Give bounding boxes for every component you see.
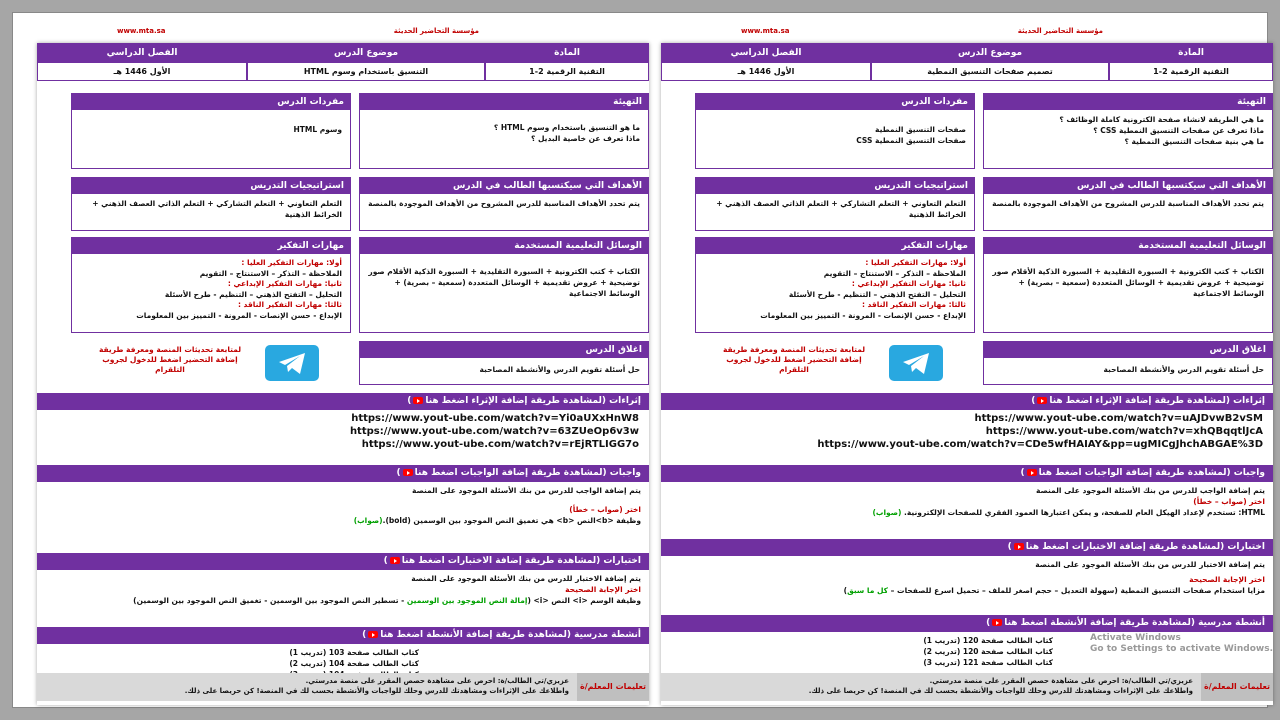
subject-cell	[1109, 43, 1273, 81]
goals-title: الأهداف التي سيكتسبها الطالب في الدرس	[360, 178, 648, 194]
intro-box	[983, 93, 1273, 169]
org-name: مؤسسة التحاضير الحديثة	[1017, 27, 1103, 35]
subject-value: التقنية الرقمية 2-1	[1153, 67, 1229, 76]
homework-title[interactable]: واجبات (لمشاهدة طريقة إضافة الواجبات اضغط هنا)	[661, 465, 1273, 482]
goals-box	[983, 177, 1273, 231]
semester-cell	[661, 43, 871, 81]
thinking-text: الإبداع - حسن الإنصات - المرونة - التمييز بين المعلومات	[760, 310, 966, 320]
exercise-item: كتاب الطالب صفحة 120 (تدريب 2)	[923, 647, 1053, 656]
aids-box	[983, 237, 1273, 333]
document-frame	[12, 12, 1273, 708]
enrichment-link[interactable]: https://www.yout-ube.com/watch?v=rEjRTLIGG7o	[361, 439, 639, 450]
tests-title[interactable]: اختبارات (لمشاهدة طريقة إضافة الاختبارات اضغط هنا)	[37, 553, 649, 570]
closing-box	[359, 341, 649, 385]
tests-answer: إمالة النص الموجود بين الوسمين	[406, 596, 528, 605]
homework-answer: (صواب)	[872, 508, 902, 517]
tests-question-rest: - تسطير النص الموجود بين الوسمين - تغميق النص الموجود بين الوسمين)	[133, 596, 405, 605]
tests-section: اختبارات (لمشاهدة طريقة إضافة الاختبارات اضغط هنا) يتم إضافة الاختبار للدرس من بنك الأسئلة الموجود على المنصة اختر الإجابة الصحيحة مزايا استخدام صفحات التنسيق النمطية (سهولة التعديل – حجم اصغر للملف – تحميل اسرع للصفحات – كل ما سبق)	[661, 539, 1273, 599]
org-name: مؤسسة التحاضير الحديثة	[393, 27, 479, 35]
thinking-heading: ثانيا: مهارات التفكير الإبداعي :	[227, 279, 342, 288]
teacher-note: عزيزي/تي الطالب/ة: احرص على مشاهدة حصص المقرر على منصة مدرستي.	[305, 677, 569, 685]
strategies-box	[71, 177, 351, 231]
aids-text: الكتاب + كتب الكترونية + السبورة التقليدية + السبورة الذكية الأقلام صور توضيحية + عروض تقديمية + الوسائل المتعددة (سمعية – بصرية) + الوسائط الاجتماعية	[992, 267, 1264, 298]
semester-cell	[37, 43, 247, 81]
teacher-notes	[661, 673, 1273, 701]
homework-answer: (صواب)	[353, 516, 383, 525]
teacher-note: واطلاعك على الإثراءات ومشاهدتك للدرس وحلك للواجبات والأنشطة بحسب لك في المنصة! كن حريصا على ذلك.	[808, 687, 1193, 695]
thinking-text: الملاحظة – التذكر – الاستنتاج – التقويم	[823, 268, 966, 278]
thinking-box	[71, 237, 351, 333]
tests-text: يتم إضافة الاختبار للدرس من بنك الأسئلة الموجود على المنصة	[411, 574, 641, 583]
enrichment-link[interactable]: https://www.yout-ube.com/watch?v=Yi0aUXxHnW8	[351, 413, 639, 424]
enrichment-link[interactable]: https://www.yout-ube.com/watch?v=xhQBqqtlJcA	[985, 426, 1263, 437]
topic-label: موضوع الدرس	[872, 44, 1108, 63]
youtube-icon[interactable]	[368, 631, 378, 638]
thinking-heading: أولا: مهارات التفكير العليا :	[241, 258, 342, 267]
intro-title: التهيئة	[360, 94, 648, 110]
exercise-item: كتاب الطالب صفحة 121 (تدريب 3)	[923, 658, 1053, 667]
page-topline	[661, 27, 1273, 39]
thinking-text: الملاحظة – التذكر – الاستنتاج – التقويم	[199, 268, 342, 278]
teacher-note: عزيزي/تي الطالب/ة: احرص على مشاهدة حصص المقرر على منصة مدرستي.	[929, 677, 1193, 685]
semester-value: الأول 1446 هـ	[737, 67, 795, 76]
homework-question: وظيفة <b>النص <b> هي تغميق النص الموجود بين الوسمين (bold).	[382, 516, 641, 525]
strategies-text: التعلم التعاوني + التعلم التشاركي + التعلم الذاتي العصف الذهني + الخرائط الذهنية	[716, 199, 966, 219]
intro-line: ماذا تعرف عن خاصية البديل ؟	[531, 134, 640, 143]
activities-title[interactable]: أنشطة مدرسية (لمشاهدة طريقة إضافة الأنشطة اضغط هنا)	[661, 615, 1273, 632]
tests-answer: كل ما سبق	[847, 586, 889, 595]
goals-text: يتم تحدد الأهداف المناسبة للدرس المشروح من الأهداف الموجودة بالمنصة	[368, 199, 640, 208]
teacher-notes-label: تعليمات المعلم/ة	[1201, 673, 1273, 701]
topic-value: التنسيق باستخدام وسوم HTML	[303, 67, 429, 76]
thinking-heading: ثالثا: مهارات التفكير الناقد :	[237, 300, 342, 309]
tests-question: مزايا استخدام صفحات التنسيق النمطية (سهولة التعديل – حجم اصغر للملف – تحميل اسرع للصفحات –	[890, 586, 1265, 595]
site-url[interactable]: www.mta.sa	[117, 27, 166, 35]
enrichment-section	[37, 393, 649, 453]
subject-label: المادة	[1110, 44, 1272, 63]
intro-line: ما هو التنسيق باستخدام وسوم HTML ؟	[493, 123, 640, 132]
topic-cell	[871, 43, 1109, 81]
true-false-label: اختر (صواب – خطأ)	[569, 505, 641, 514]
aids-box	[359, 237, 649, 333]
lesson-page-right	[661, 27, 1273, 705]
aids-title: الوسائل التعليمية المستخدمة	[984, 238, 1272, 254]
thinking-heading: أولا: مهارات التفكير العليا :	[865, 258, 966, 267]
closing-text: حل أسئلة تقويم الدرس والأنشطة المصاحبة	[479, 365, 640, 374]
homework-text: يتم إضافة الواجب للدرس من بنك الأسئلة الموجود على المنصة	[412, 486, 641, 495]
homework-section	[661, 465, 1273, 521]
site-url[interactable]: www.mta.sa	[741, 27, 790, 35]
closing-title: اغلاق الدرس	[360, 342, 648, 358]
strategies-title: استراتيجيات التدريس	[72, 178, 350, 194]
enrichment-title[interactable]: إثراءات (لمشاهدة طريقة إضافة الإثراء اضغط هنا)	[661, 393, 1273, 410]
subject-cell	[485, 43, 649, 81]
intro-line: ما هي الطريقة لانشاء صفحة الكترونية كاملة الوظائف ؟	[1059, 115, 1264, 124]
strategies-box	[695, 177, 975, 231]
topic-cell	[247, 43, 485, 81]
closing-text: حل أسئلة تقويم الدرس والأنشطة المصاحبة	[1103, 365, 1264, 374]
vocab-title: مفردات الدرس	[72, 94, 350, 110]
intro-box	[359, 93, 649, 169]
strategies-title: استراتيجيات التدريس	[696, 178, 974, 194]
homework-question: HTML: تستخدم لإعداد الهيكل العام للصفحة، و يمكن اعتبارها العمود الفقري للصفحات الإلكترونية.	[904, 508, 1265, 517]
closing-box	[983, 341, 1273, 385]
youtube-icon[interactable]	[1027, 469, 1037, 476]
true-false-label: اختر (صواب – خطأ)	[1193, 497, 1265, 506]
telegram-promo[interactable]: لمتابعة تحديثات المنصة ومعرفة طريقة إضافة التحضير اضغط للدخول لجروب التلقرام	[98, 345, 242, 374]
thinking-heading: ثانيا: مهارات التفكير الإبداعي :	[851, 279, 966, 288]
closing-title: اغلاق الدرس	[984, 342, 1272, 358]
telegram-promo[interactable]: لمتابعة تحديثات المنصة ومعرفة طريقة إضافة التحضير اضغط للدخول لجروب التلقرام	[722, 345, 866, 374]
intro-line: ماذا تعرف عن صفحات التنسيق النمطية CSS ؟	[1093, 126, 1264, 135]
youtube-icon[interactable]	[1037, 397, 1047, 404]
homework-text: يتم إضافة الواجب للدرس من بنك الأسئلة الموجود على المنصة	[1036, 486, 1265, 495]
subject-value: التقنية الرقمية 2-1	[529, 67, 605, 76]
lesson-page-left	[37, 27, 649, 705]
lesson-header	[661, 43, 1273, 81]
strategies-text: التعلم التعاوني + التعلم التشاركي + التعلم الذاتي العصف الذهني + الخرائط الذهنية	[92, 199, 342, 219]
vocab-item: صفحات التنسيق النمطية	[875, 125, 966, 134]
vocab-box	[71, 93, 351, 169]
teacher-note: واطلاعك على الإثراءات ومشاهدتك للدرس وحلك للواجبات والأنشطة بحسب لك في المنصة! كن حريصا على ذلك.	[184, 687, 569, 695]
enrichment-link[interactable]: https://www.yout-ube.com/watch?v=CDe5wfHAIAY&pp=ugMICgJhchABGAE%3D	[817, 439, 1263, 450]
exercise-item: كتاب الطالب صفحة 103 (تدريب 1)	[289, 648, 419, 657]
intro-line: ما هي بنية صفحات التنسيق النمطية ؟	[1124, 137, 1264, 146]
enrichment-link[interactable]: https://www.yout-ube.com/watch?v=uAJDvwB2vSM	[974, 413, 1263, 424]
goals-text: يتم تحدد الأهداف المناسبة للدرس المشروح من الأهداف الموجودة بالمنصة	[992, 199, 1264, 208]
intro-title: التهيئة	[984, 94, 1272, 110]
youtube-icon[interactable]	[992, 619, 1002, 626]
semester-label: الفصل الدراسي	[662, 44, 870, 63]
tests-title[interactable]: اختبارات (لمشاهدة طريقة إضافة الاختبارات اضغط هنا)	[661, 539, 1273, 556]
enrichment-section	[661, 393, 1273, 453]
aids-text: الكتاب + كتب الكترونية + السبورة التقليدية + السبورة الذكية الأقلام صور توضيحية + عروض تقديمية + الوسائل المتعددة (سمعية – بصرية) + الوسائط الاجتماعية	[368, 267, 640, 298]
activities-title[interactable]: أنشطة مدرسية (لمشاهدة طريقة إضافة الأنشطة اضغط هنا)	[37, 627, 649, 644]
exercise-item: كتاب الطالب صفحة 104 (تدريب 2)	[289, 659, 419, 668]
enrichment-link[interactable]: https://www.yout-ube.com/watch?v=63ZUeOp6v3w	[349, 426, 639, 437]
youtube-icon[interactable]	[413, 397, 423, 404]
thinking-title: مهارات التفكير	[72, 238, 350, 254]
homework-section	[37, 465, 649, 529]
correct-answer-label: اختر الإجابة الصحيحة	[565, 585, 641, 594]
activate-windows-watermark: Activate Windows Go to Settings to activate Windows.	[1090, 633, 1273, 654]
telegram-icon[interactable]	[889, 345, 943, 381]
vocab-box	[695, 93, 975, 169]
aids-title: الوسائل التعليمية المستخدمة	[360, 238, 648, 254]
topic-value: تصميم صفحات التنسيق النمطية	[927, 67, 1053, 76]
correct-answer-label: اختر الإجابة الصحيحة	[1189, 575, 1265, 584]
vocab-item: صفحات التنسيق النمطية CSS	[856, 136, 966, 145]
thinking-box	[695, 237, 975, 333]
semester-value: الأول 1446 هـ	[113, 67, 171, 76]
thinking-text: التحليل – التفتح الذهني – التنظيم - طرح الأسئلة	[788, 289, 966, 299]
vocab-title: مفردات الدرس	[696, 94, 974, 110]
tests-question: وظيفة الوسم <i> النص <i> (	[527, 596, 641, 605]
teacher-notes-label: تعليمات المعلم/ة	[577, 673, 649, 701]
goals-box	[359, 177, 649, 231]
thinking-text: التحليل – التفتح الذهني – التنظيم - طرح الأسئلة	[164, 289, 342, 299]
tests-section	[37, 553, 649, 609]
thinking-text: الإبداع - حسن الإنصات - المرونة - التمييز بين المعلومات	[136, 310, 342, 320]
subject-label: المادة	[486, 44, 648, 63]
youtube-icon[interactable]	[403, 469, 413, 476]
youtube-icon[interactable]	[390, 557, 400, 564]
thinking-title: مهارات التفكير	[696, 238, 974, 254]
topic-label: موضوع الدرس	[248, 44, 484, 63]
enrichment-title[interactable]: إثراءات (لمشاهدة طريقة إضافة الإثراء اضغط هنا)	[37, 393, 649, 410]
teacher-notes	[37, 673, 649, 701]
homework-title[interactable]: واجبات (لمشاهدة طريقة إضافة الواجبات اضغط هنا)	[37, 465, 649, 482]
vocab-item: وسوم HTML	[293, 125, 342, 134]
exercise-item: كتاب الطالب صفحة 120 (تدريب 1)	[923, 636, 1053, 645]
youtube-icon[interactable]	[1014, 543, 1024, 550]
tests-text: يتم إضافة الاختبار للدرس من بنك الأسئلة الموجود على المنصة	[1035, 560, 1265, 569]
semester-label: الفصل الدراسي	[38, 44, 246, 63]
page-topline	[37, 27, 649, 39]
thinking-heading: ثالثا: مهارات التفكير الناقد :	[861, 300, 966, 309]
goals-title: الأهداف التي سيكتسبها الطالب في الدرس	[984, 178, 1272, 194]
lesson-header	[37, 43, 649, 81]
telegram-icon[interactable]	[265, 345, 319, 381]
